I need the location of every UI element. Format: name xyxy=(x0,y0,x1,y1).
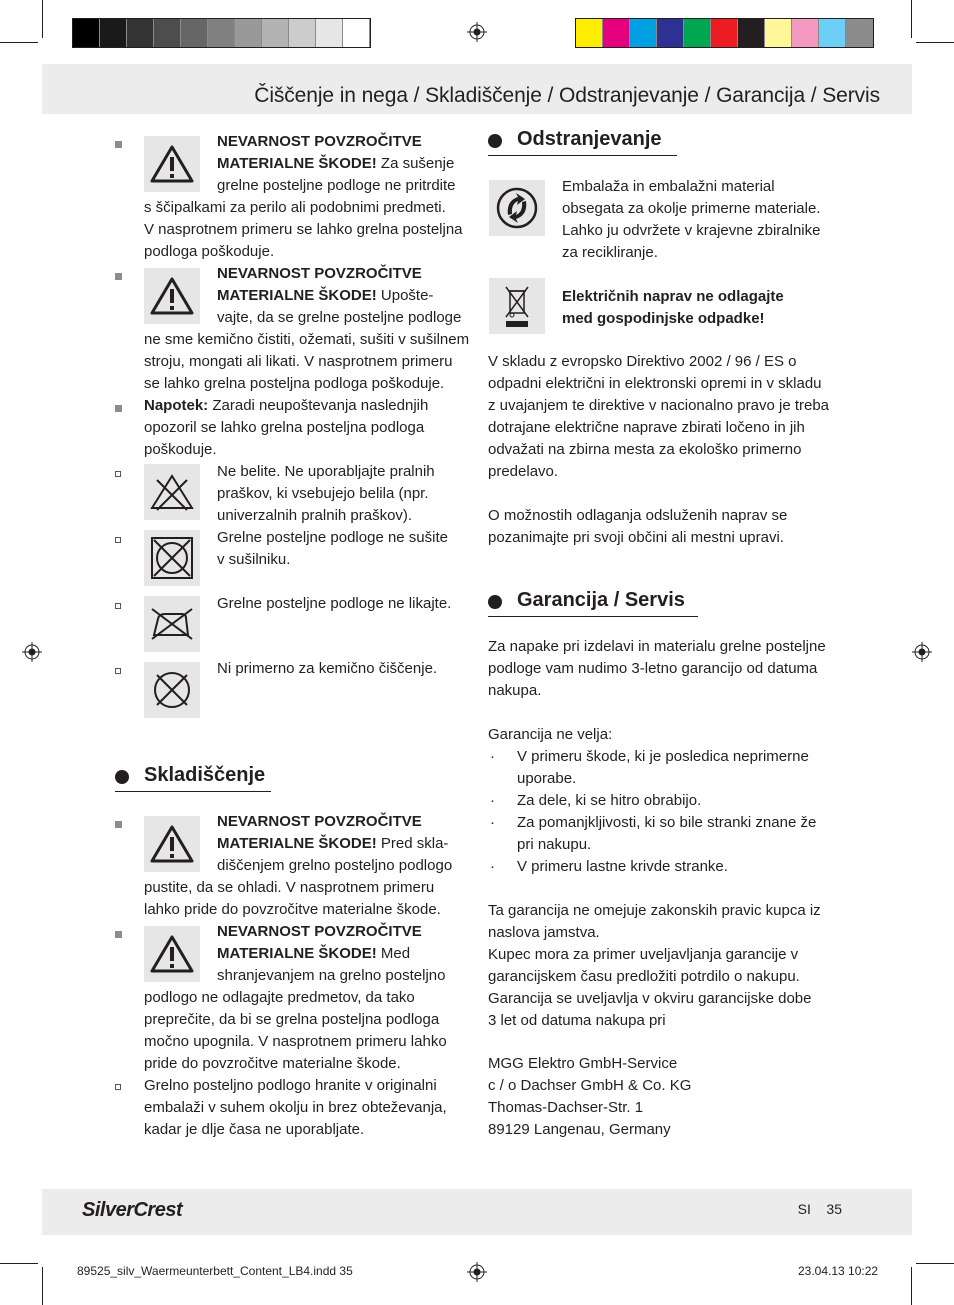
warning-icon xyxy=(144,136,200,192)
list-dot: · xyxy=(490,814,495,831)
note-text: Napotek: Zaradi neupoštevanja naslednjih opozoril se lahko grelna posteljna podloga poškoduje. xyxy=(144,397,429,458)
bullet-open xyxy=(115,537,121,543)
section-dot xyxy=(488,134,502,148)
bullet-open xyxy=(115,471,121,477)
gray-swatch xyxy=(100,19,127,47)
grayscale-bar xyxy=(72,18,371,48)
crop-mark xyxy=(42,0,43,38)
storage-tip: Grelno posteljno podlogo hranite v originalni embalaži v suhem okolju in brez obteževanja, kadar je dlje časa ne uporabljate. xyxy=(144,1077,447,1138)
color-swatch xyxy=(576,19,603,47)
disposal-info-text: O možnostih odlaganja odsluženih naprav se pozanimajte pri svoji občini ali mestni upravi. xyxy=(488,507,788,546)
gray-swatch xyxy=(181,19,208,47)
warning-icon xyxy=(144,268,200,324)
care-3-text: Grelne posteljne podloge ne likajte. xyxy=(217,595,452,612)
registration-mark-icon xyxy=(22,642,42,662)
warning-icon xyxy=(144,816,200,872)
crop-mark xyxy=(916,1263,954,1264)
warning-2-head: NEVARNOST POVZROČITVE MATERIALNE ŠKODE! Upošte- vajte, da se grelne posteljne podloge xyxy=(217,265,462,326)
section-dot xyxy=(115,770,129,784)
bullet-open xyxy=(115,668,121,674)
color-swatch xyxy=(765,19,792,47)
warranty-not-valid: Garancija ne velja: xyxy=(488,726,613,743)
registration-mark-icon xyxy=(467,22,487,42)
warranty-heading: Garancija / Servis xyxy=(517,589,685,611)
warranty-exclusion-item: V primeru lastne krivde stranke. xyxy=(517,858,728,875)
color-swatch xyxy=(657,19,684,47)
weee-crossed-bin-icon xyxy=(489,278,545,334)
warranty-exclusion-item: Za dele, ki se hitro obrabijo. xyxy=(517,792,702,809)
bullet-square xyxy=(115,405,122,412)
warranty-terms: Ta garancija ne omejuje zakonskih pravic kupca iz naslova jamstva. Kupec mora za primer uveljavljanja garancije v garancijskem času predložiti potrdilo o nakupu. Garancija se uveljavlja v okviru garancijske dobe 3 let od datuma nakupa pri xyxy=(488,902,821,1029)
slug-filename: 89525_silv_Waermeunterbett_Content_LB4.indd 35 xyxy=(77,1264,353,1278)
list-dot: · xyxy=(490,858,495,875)
warranty-exclusion-item: V primeru škode, ki je posledica neprimerne uporabe. xyxy=(517,748,809,787)
care-2-text: Grelne posteljne podloge ne sušite v sušilniku. xyxy=(217,529,448,568)
gray-swatch xyxy=(343,19,370,47)
disposal-heading: Odstranjevanje xyxy=(517,128,662,150)
color-swatch xyxy=(603,19,630,47)
bullet-square xyxy=(115,141,122,148)
gray-swatch xyxy=(73,19,100,47)
care-1-text: Ne belite. Ne uporabljajte pralnih praškov, ki vsebujejo belila (npr. univerzalnih pralnih praškov). xyxy=(217,463,435,524)
gray-swatch xyxy=(235,19,262,47)
brand-logo: SilverCrest xyxy=(82,1199,183,1221)
storage-heading: Skladiščenje xyxy=(144,764,266,786)
gray-swatch xyxy=(289,19,316,47)
no-dry-cleaning-icon xyxy=(144,662,200,718)
slug-date: 23.04.13 10:22 xyxy=(798,1264,879,1278)
packaging-text: Embalaža in embalažni material obsegata za okolje primerne materiale. Lahko ju odvržete v krajevne zbiralnike za recikliranje. xyxy=(562,178,821,261)
gray-swatch xyxy=(316,19,343,47)
crop-mark xyxy=(916,42,954,43)
color-swatch xyxy=(630,19,657,47)
crop-mark xyxy=(911,0,912,38)
crop-mark xyxy=(911,1267,912,1305)
no-tumble-dry-icon xyxy=(144,530,200,586)
gray-swatch xyxy=(154,19,181,47)
warning-1-body: s ščipalkami za perilo ali podobnimi predmeti. V nasprotnem primeru se lahko grelna posteljna podloga poškoduje. xyxy=(144,199,463,260)
bullet-square xyxy=(115,931,122,938)
warranty-exclusion-item: Za pomanjkljivosti, ki so bile stranki znane že pri nakupu. xyxy=(517,814,817,853)
storage-warning-2-head: NEVARNOST POVZROČITVE MATERIALNE ŠKODE! Med shranjevanjem na grelno posteljno xyxy=(217,923,446,984)
heading-underline xyxy=(488,616,698,617)
warning-2-body: ne sme kemično čistiti, ožemati, sušiti v sušilnem stroju, mongati ali likati. V nasprotnem primeru se lahko grelna posteljna podloga poškoduje. xyxy=(144,331,470,392)
gray-swatch xyxy=(127,19,154,47)
registration-mark-icon xyxy=(467,1262,487,1282)
cmyk-color-bar xyxy=(575,18,874,48)
bullet-square xyxy=(115,273,122,280)
storage-warning-2-body: podlogo ne odlagajte predmetov, da tako preprečite, da bi se grelna posteljna podloga močno upognila. V nasprotnem primeru lahko pride do povzročitve materialne škode. xyxy=(144,989,447,1072)
color-swatch xyxy=(711,19,738,47)
heading-underline xyxy=(488,155,677,156)
color-swatch xyxy=(846,19,873,47)
warning-icon xyxy=(144,926,200,982)
warranty-intro: Za napake pri izdelavi in materialu grelne posteljne podloge vam nudimo 3-letno garancijo od datuma nakupa. xyxy=(488,638,826,699)
bullet-open xyxy=(115,1084,121,1090)
color-swatch xyxy=(819,19,846,47)
warning-1-head: NEVARNOST POVZROČITVE MATERIALNE ŠKODE! Za sušenje grelne posteljne podloge ne pritrdite xyxy=(217,133,456,194)
gray-swatch xyxy=(262,19,289,47)
care-4-text: Ni primerno za kemično čiščenje. xyxy=(217,660,438,677)
weee-warning: Električnih naprav ne odlagajte med gospodinjske odpadke! xyxy=(562,288,784,327)
no-bleach-icon xyxy=(144,464,200,520)
service-address: MGG Elektro GmbH-Service c / o Dachser GmbH & Co. KG Thomas-Dachser-Str. 1 89129 Langenau, Germany xyxy=(488,1055,692,1138)
crop-mark xyxy=(0,42,38,43)
color-swatch xyxy=(684,19,711,47)
no-iron-icon xyxy=(144,596,200,652)
crop-mark xyxy=(42,1267,43,1305)
heading-underline xyxy=(115,791,271,792)
list-dot: · xyxy=(490,748,495,765)
registration-mark-icon xyxy=(912,642,932,662)
recycling-green-dot-icon xyxy=(489,180,545,236)
page-number: SI 35 xyxy=(797,1201,842,1217)
gray-swatch xyxy=(208,19,235,47)
storage-warning-1-body: pustite, da se ohladi. V nasprotnem primeru lahko pride do povzročitve materialne škode. xyxy=(144,879,441,918)
list-dot: · xyxy=(490,792,495,809)
weee-directive-text: V skladu z evropsko Direktivo 2002 / 96 / ES o odpadni električni in elektronski opremi in v skladu z uvajanjem te direktive v nacionalno pravo je treba dotrajane električne naprave zbirati ločeno in jih odvažati na zbirna mesta za ekološko primerno predelavo. xyxy=(488,353,830,480)
crop-mark xyxy=(0,1263,38,1264)
color-swatch xyxy=(792,19,819,47)
section-dot xyxy=(488,595,502,609)
bullet-open xyxy=(115,603,121,609)
storage-warning-1-head: NEVARNOST POVZROČITVE MATERIALNE ŠKODE! Pred skla- diščenjem grelno posteljno podlogo xyxy=(217,813,453,874)
color-swatch xyxy=(738,19,765,47)
bullet-square xyxy=(115,821,122,828)
page-title: Čiščenje in nega / Skladiščenje / Odstranjevanje / Garancija / Servis xyxy=(254,84,880,107)
